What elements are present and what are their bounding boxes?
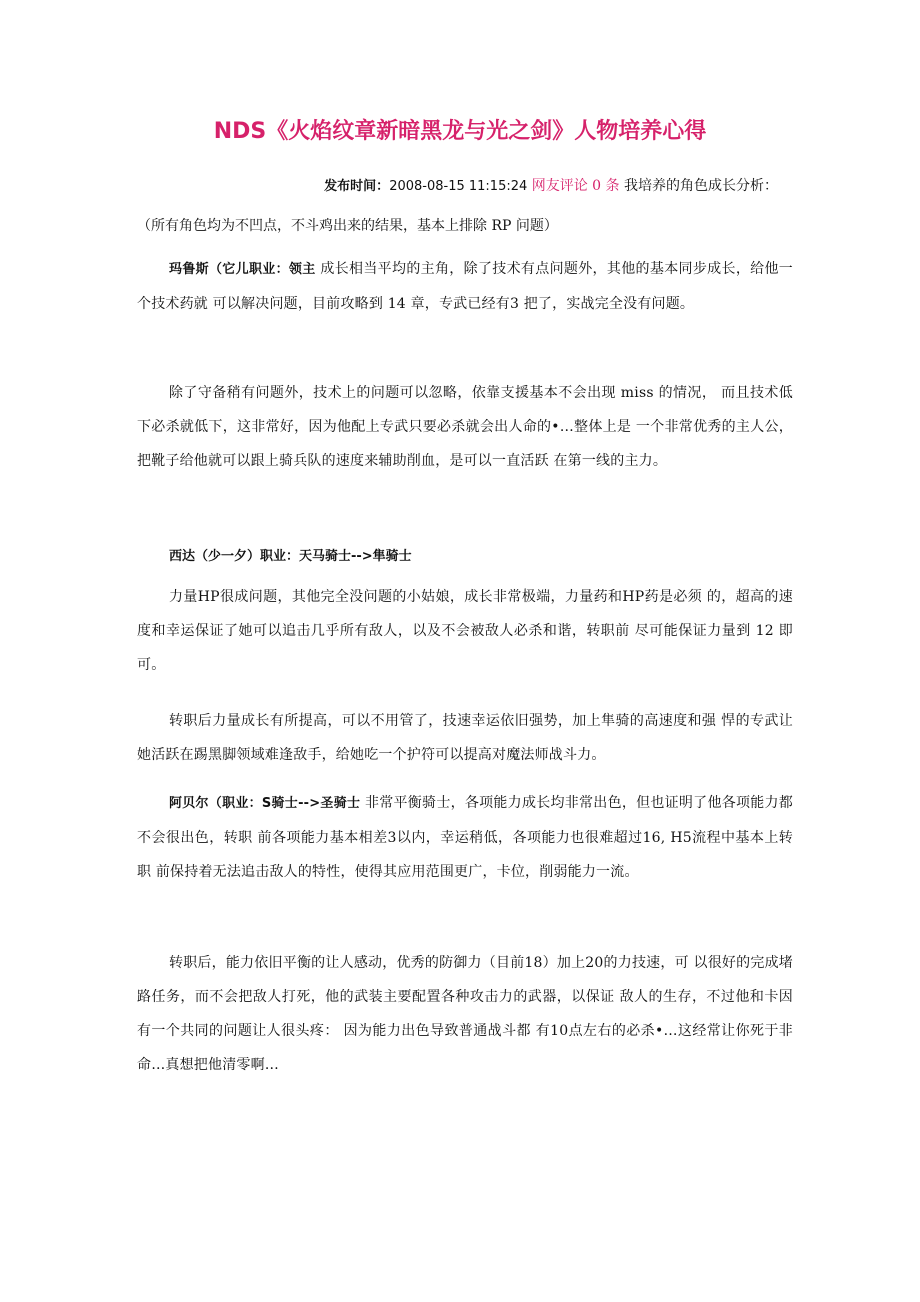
note-text: （所有角色均为不凹点，不斗鸡出来的结果，基本上排除 RP 问题） — [137, 218, 558, 234]
section-2-heading: 西达（少一夕）职业：天马骑士-->隼骑士 — [169, 549, 412, 564]
section-2-heading-line — [169, 546, 412, 567]
section-3-heading: 阿贝尔（职业：S骑士-->圣骑士 — [169, 796, 361, 811]
comments-label: 网友评论 — [531, 178, 588, 194]
section-1-paragraph-2: 除了守备稍有问题外，技术上的问题可以忽略，依靠支援基本不会出现 miss 的情况， 而且技术低下必杀就低下，这非常好，因为他配上专武只要必杀就会出人命的•…整体上是 一个非常优秀的主人公，把靴子给他就可以跟上骑兵队的速度来辅助削血，是可以一直活跃 在第一线的主力。 — [137, 385, 793, 469]
publish-time: 2008-08-15 11:15:24 — [389, 179, 528, 194]
article-meta — [0, 175, 778, 195]
section-3-paragraph-2: 转职后，能力依旧平衡的让人感动，优秀的防御力（目前18）加上20的力技速，可 以很好的完成堵路任务，而不会把敌人打死，他的武装主要配置各种攻击力的武器，以保证 敌人的生存，不过他和卡因有一个共同的问题让人很头疼： 因为能力出色导致普通战斗都 有10点左右的必杀•…这经常让你死于非命…真想把他清零啊… — [137, 955, 793, 1073]
section-2-paragraph-2: 转职后力量成长有所提高，可以不用管了，技速幸运依旧强势，加上隼骑的高速度和强 悍的专武让她活跃在踢黑脚领域难逢敌手，给她吃一个护符可以提高对魔法师战斗力。 — [137, 713, 793, 763]
section-3-paragraph-1 — [137, 786, 793, 889]
comments-unit: 条 — [605, 178, 620, 194]
article-title: NDS《火焰纹章新暗黑龙与光之剑》人物培养心得 — [213, 119, 707, 144]
section-1-heading: 玛鲁斯（它儿职业：领主 — [169, 262, 316, 277]
publish-label: 发布时间： — [324, 179, 390, 194]
section-3-p1-text: 非常平衡骑士，各项能力成长均非常出色，但也证明了他各项能力都不会很出色，转职 前各项能力基本相差3以内，幸运稍低，各项能力也很难超过16, H5流程中基本上转职 前保持着无法追击敌人的特性，使得其应用范围更广，卡位，削弱能力一流。 — [137, 795, 794, 880]
section-2-paragraph-1: 力量HP很成问题，其他完全没问题的小姑娘，成长非常极端，力量药和HP药是必须 的，超高的速度和幸运保证了她可以追击几乎所有敌人，以及不会被敌人必杀和谐，转职前 尽可能保证力量到 12 即可。 — [137, 589, 793, 673]
section-1-paragraph-1 — [137, 252, 793, 321]
comments-link[interactable] — [532, 178, 620, 194]
comments-count: 0 — [592, 178, 602, 194]
intro-text: 我培养的角色成长分析： — [624, 178, 778, 194]
section-1-p1-text: 成长相当平均的主角，除了技术有点问题外，其他的基本同步成长，给他一个技术药就 可以解决问题，目前攻略到 14 章，专武已经有3 把了，实战完全没有问题。 — [137, 261, 793, 312]
